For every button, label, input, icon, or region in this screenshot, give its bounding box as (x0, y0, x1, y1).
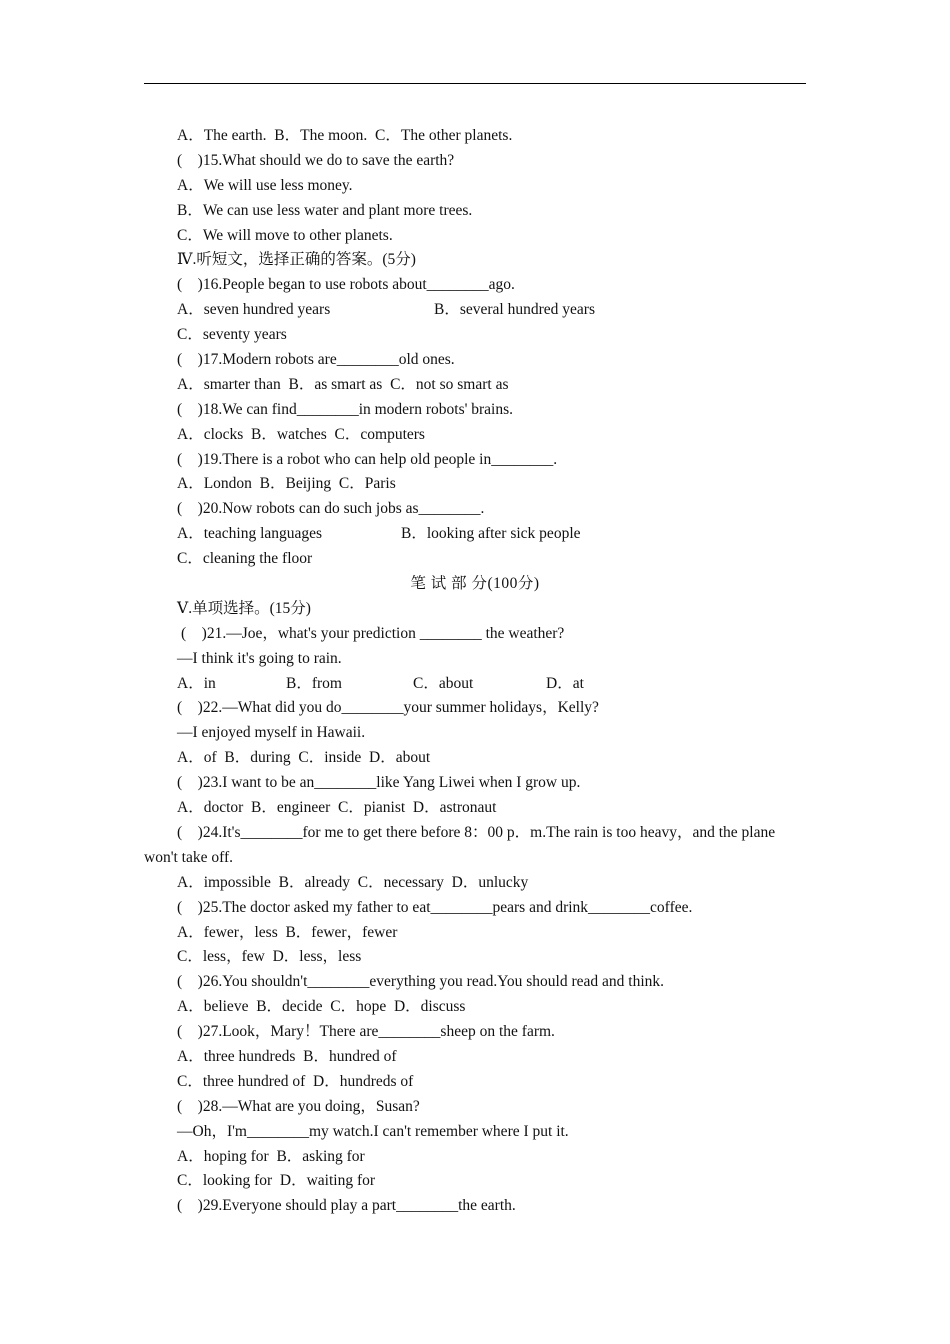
q25-options-ab: A．fewer，less B．fewer，fewer (177, 923, 398, 941)
q16-options-ab (144, 298, 806, 323)
q25-options-cd: C．less，few D．less，less (177, 948, 362, 966)
q23-options: A．doctor B．engineer C．pianist D．astronaut (177, 799, 497, 817)
q16-option-b: B．several hundred years (434, 301, 595, 319)
q20-options-ab (144, 522, 806, 547)
q26-question: ( )26.You shouldn't________everything you read.You should read and think. (177, 973, 665, 991)
q16-question: ( )16.People began to use robots about________ago. (177, 276, 515, 294)
q22-options: A．of B．during C．inside D．about (177, 749, 431, 767)
written-part-heading: 笔 试 部 分(100分) (410, 575, 540, 593)
q20-option-b: B．looking after sick people (401, 525, 581, 543)
q14-options: A．The earth. B．The moon. C．The other planets. (177, 127, 513, 144)
q15-option-c: C．We will move to other planets. (177, 226, 393, 244)
q17-question: ( )17.Modern robots are________old ones. (177, 351, 455, 369)
q17-options: A．smarter than B．as smart as C．not so smart as (177, 375, 509, 393)
q19-options: A．London B．Beijing C．Paris (177, 475, 396, 493)
q28-options-cd: C．looking for D．waiting for (177, 1172, 376, 1190)
header-rule (144, 83, 806, 84)
q21-options (144, 672, 806, 697)
exam-page-content (144, 124, 806, 1219)
q27-options-cd: C．three hundred of D．hundreds of (177, 1072, 414, 1090)
q21-question: ( )21.—Joe，what's your prediction ________ the weather? (181, 624, 565, 642)
q16-option-c: C．seventy years (177, 326, 287, 344)
q22-answer-line: —I enjoyed myself in Hawaii. (177, 724, 366, 742)
q24-question: ( )24.It's________for me to get there before 8：00 p．m.The rain is too heavy，and the plane won't take off. (144, 823, 776, 866)
q21-option-d: D．at (546, 674, 584, 692)
q28-question: ( )28.—What are you doing，Susan? (177, 1097, 420, 1115)
q27-options-ab: A．three hundreds B．hundred of (177, 1047, 397, 1065)
q18-question: ( )18.We can find________in modern robots' brains. (177, 400, 514, 418)
q20-option-c: C．cleaning the floor (177, 550, 313, 568)
q21-option-a: A．in (177, 674, 216, 692)
q21-option-b: B．from (286, 674, 342, 692)
q28-answer-line: —Oh，I'm________my watch.I can't remember where I put it. (177, 1122, 569, 1140)
q21-option-c: C．about (413, 674, 474, 692)
q26-options: A．believe B．decide C．hope D．discuss (177, 998, 466, 1016)
q20-question: ( )20.Now robots can do such jobs as________. (177, 500, 485, 518)
q29-question: ( )29.Everyone should play a part________the earth. (177, 1197, 516, 1215)
q28-options-ab: A．hoping for B．asking for (177, 1147, 365, 1165)
q20-option-a: A．teaching languages (177, 525, 323, 543)
q24-options: A．impossible B．already C．necessary D．unlucky (177, 873, 529, 891)
q16-option-a: A．seven hundred years (177, 301, 331, 319)
q15-question: ( )15.What should we do to save the earth? (177, 151, 455, 169)
q27-question: ( )27.Look，Mary！There are________sheep on the farm. (177, 1023, 555, 1041)
q15-option-a: A．We will use less money. (177, 176, 353, 194)
q18-options: A．clocks B．watches C．computers (177, 425, 425, 443)
section-5-heading: Ⅴ.单项选择。(15分) (177, 599, 311, 617)
q15-option-b: B．We can use less water and plant more trees. (177, 201, 473, 219)
section-4-heading: Ⅳ.听短文，选择正确的答案。(5分) (177, 251, 416, 269)
q21-answer-line: —I think it's going to rain. (177, 649, 342, 667)
q25-question: ( )25.The doctor asked my father to eat________pears and drink________coffee. (177, 898, 693, 916)
q19-question: ( )19.There is a robot who can help old people in________. (177, 450, 558, 468)
q22-question: ( )22.—What did you do________your summer holidays，Kelly? (177, 699, 599, 717)
q23-question: ( )23.I want to be an________like Yang Liwei when I grow up. (177, 774, 581, 792)
